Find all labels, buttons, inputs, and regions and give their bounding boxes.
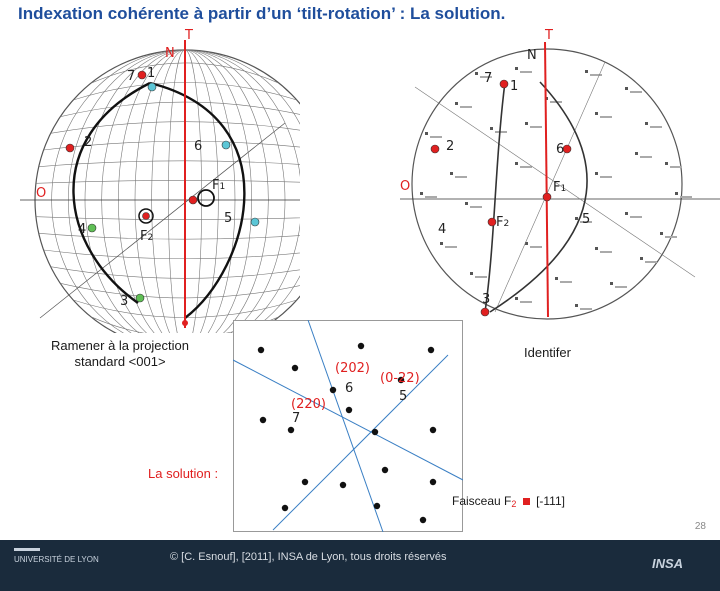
right-pole-f1	[543, 193, 551, 201]
diffraction-spot	[282, 505, 288, 511]
standard-pole-index	[520, 166, 532, 168]
right-pole-f2	[488, 218, 496, 226]
standard-pole-dot	[490, 127, 493, 130]
left-label-t: T	[185, 28, 193, 43]
right-pole-7	[500, 80, 508, 88]
standard-pole-dot	[665, 162, 668, 165]
left-pole-f1	[189, 196, 197, 204]
pattern-label-202: (202)	[335, 361, 370, 376]
right-label-3: 3	[482, 292, 491, 307]
left-pole-5	[251, 218, 259, 226]
standard-pole-index	[630, 91, 642, 93]
standard-pole-index	[680, 196, 692, 198]
right-label-1: 1	[510, 79, 519, 94]
standard-pole-index	[630, 216, 642, 218]
standard-pole-dot	[450, 172, 453, 175]
diffraction-spot	[372, 429, 378, 435]
pattern-frame	[234, 321, 463, 532]
standard-pole-dot	[470, 272, 473, 275]
copyright-notice: © [C. Esnouf], [2011], INSA de Lyon, tous droits réservés	[170, 551, 447, 563]
standard-pole-index	[470, 206, 482, 208]
caption-left-line2: standard <001>	[74, 354, 166, 369]
right-label-o: O	[400, 179, 411, 194]
diffraction-spot	[428, 347, 434, 353]
standard-pole-dot	[465, 202, 468, 205]
standard-pole-dot	[635, 152, 638, 155]
pattern-label-022: (0-22)	[380, 371, 420, 386]
caption-left-line1: Ramener à la projection	[50, 338, 190, 353]
diffraction-spot	[302, 479, 308, 485]
diffraction-spot	[330, 387, 336, 393]
left-pole-7	[138, 71, 146, 79]
standard-pole-index	[615, 286, 627, 288]
right-label-5: 5	[582, 212, 591, 227]
left-pole-1	[148, 83, 156, 91]
left-label-f2: F2	[140, 229, 154, 244]
diffraction-spot	[430, 427, 436, 433]
standard-pole-index	[640, 156, 652, 158]
standard-pole-index	[495, 131, 507, 133]
standard-pole-dot	[425, 132, 428, 135]
diffraction-spot	[292, 365, 298, 371]
standard-pole-index	[665, 236, 677, 238]
standard-pole-dot	[645, 122, 648, 125]
standard-pole-index	[460, 106, 472, 108]
page-number: 28	[694, 521, 706, 532]
left-pole-6	[222, 141, 230, 149]
standard-pole-index	[425, 196, 437, 198]
right-pole-2	[431, 145, 439, 153]
standard-pole-dot	[420, 192, 423, 195]
standard-pole-dot	[585, 70, 588, 73]
standard-pole-index	[530, 126, 542, 128]
left-label-o: O	[36, 186, 47, 201]
left-label-3: 3	[120, 294, 129, 309]
pattern-label-022-index: 5	[399, 389, 408, 404]
caption-faisceau: Faisceau F2 [-111]	[452, 494, 565, 509]
standard-pole-dot	[515, 162, 518, 165]
faisceau-marker-icon	[523, 498, 530, 505]
caption-solution: La solution :	[148, 466, 219, 481]
standard-pole-dot	[675, 192, 678, 195]
right-label-7: 7	[484, 71, 493, 86]
standard-pole-index	[600, 116, 612, 118]
standard-pole-index	[445, 246, 457, 248]
standard-pole-index	[430, 136, 442, 138]
standard-pole-index	[520, 301, 532, 303]
slide-title: Indexation cohérente à partir d’un ‘tilt-rotation’ : La solution.	[18, 4, 506, 23]
standard-pole-dot	[595, 247, 598, 250]
universite-lyon-logo: UNIVERSITÉ DE LYON	[14, 548, 99, 565]
standard-pole-index	[580, 308, 592, 310]
right-label-t: T	[545, 28, 553, 43]
standard-pole-dot	[595, 172, 598, 175]
diffraction-spot	[430, 479, 436, 485]
standard-pole-index	[670, 166, 682, 168]
standard-pole-index	[600, 176, 612, 178]
left-pole-3	[136, 294, 144, 302]
diffraction-pattern	[233, 320, 463, 532]
right-pole-3	[481, 308, 489, 316]
standard-pole-index	[600, 251, 612, 253]
left-label-4: 4	[78, 222, 87, 237]
diffraction-spot	[374, 503, 380, 509]
standard-pole-dot	[625, 87, 628, 90]
standard-pole-index	[650, 126, 662, 128]
diffraction-spot	[258, 347, 264, 353]
pattern-label-202-index: 6	[345, 381, 354, 396]
standard-pole-index	[590, 74, 602, 76]
left-label-1: 1	[147, 66, 156, 81]
right-label-f2: F2	[496, 215, 510, 230]
diffraction-spot	[288, 427, 294, 433]
diffraction-spot	[340, 482, 346, 488]
left-pole-f2	[143, 213, 150, 220]
diffraction-spot	[346, 407, 352, 413]
left-label-7: 7	[127, 69, 136, 84]
pattern-label-220: (220)	[291, 397, 326, 412]
footer-bar	[0, 540, 720, 591]
right-label-4: 4	[438, 222, 447, 237]
diffraction-spot	[358, 343, 364, 349]
standard-pole-dot	[625, 212, 628, 215]
standard-pole-dot	[455, 102, 458, 105]
standard-pole-index	[645, 261, 657, 263]
left-label-6: 6	[194, 139, 203, 154]
standard-pole-index	[520, 71, 532, 73]
left-label-5: 5	[224, 211, 233, 226]
caption-standard-projection	[30, 338, 210, 370]
standard-pole-index	[530, 246, 542, 248]
standard-pole-dot	[515, 297, 518, 300]
standard-pole-dot	[575, 304, 578, 307]
right-label-f1: F1	[553, 180, 567, 195]
left-pole-t-bottom	[182, 320, 188, 326]
standard-pole-dot	[575, 217, 578, 220]
standard-pole-dot	[555, 277, 558, 280]
left-label-2: 2	[84, 135, 93, 150]
caption-identify: Identifer	[524, 345, 571, 360]
standard-pole-index	[475, 276, 487, 278]
standard-pole-dot	[525, 122, 528, 125]
right-label-2: 2	[446, 139, 455, 154]
pattern-label-220-index: 7	[292, 411, 301, 426]
left-label-n: N	[165, 46, 175, 61]
right-label-n: N	[527, 48, 537, 63]
left-pole-2	[66, 144, 74, 152]
diffraction-spot	[260, 417, 266, 423]
standard-pole-dot	[660, 232, 663, 235]
diffraction-spot	[382, 467, 388, 473]
standard-pole-dot	[610, 282, 613, 285]
standard-pole-index	[455, 176, 467, 178]
right-label-6: 6	[556, 142, 565, 157]
left-label-f1: F1	[212, 178, 226, 193]
standard-pole-dot	[440, 242, 443, 245]
diffraction-spot	[420, 517, 426, 523]
standard-pole-dot	[475, 72, 478, 75]
left-pole-4	[88, 224, 96, 232]
standard-pole-index	[560, 281, 572, 283]
standard-pole-dot	[595, 112, 598, 115]
standard-pole-dot	[515, 67, 518, 70]
standard-pole-dot	[640, 257, 643, 260]
insa-logo: INSA	[652, 556, 684, 571]
